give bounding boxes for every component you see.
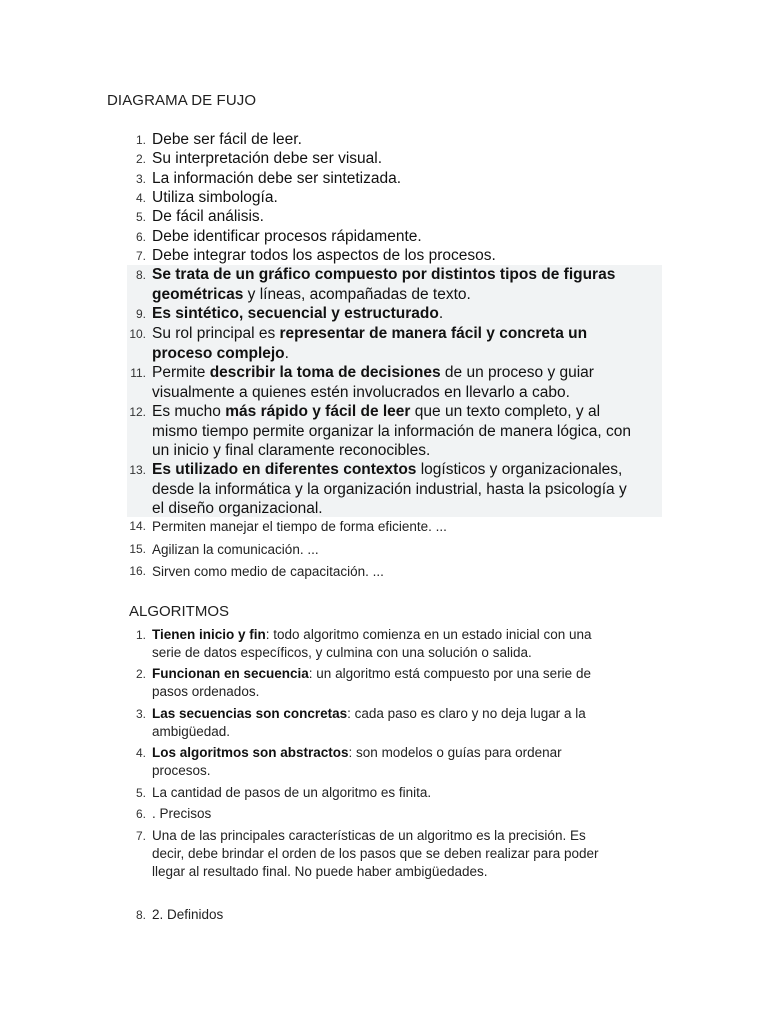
- list-item-text: [152, 130, 302, 150]
- list-item-number: 1.: [135, 628, 146, 642]
- text-line: [152, 324, 587, 344]
- list-item-number: 16.: [129, 564, 146, 578]
- text-line: [152, 480, 627, 500]
- text-line: [152, 265, 615, 285]
- text-run: procesos.: [152, 763, 211, 778]
- heading-algoritmos: ALGORITMOS: [129, 603, 230, 620]
- text-line: [152, 516, 447, 538]
- bold-text: Es utilizado en diferentes contextos: [152, 461, 417, 478]
- list-item-text: [152, 265, 615, 304]
- text-run: el diseño organizacional.: [152, 500, 323, 517]
- text-line: [152, 130, 302, 150]
- bold-text: Las secuencias son concretas: [152, 706, 348, 721]
- text-line: [152, 344, 587, 364]
- list-item-text: [152, 827, 599, 881]
- bold-text: proceso complejo: [152, 344, 285, 362]
- list-item-text: [152, 744, 562, 780]
- text-line: [152, 845, 599, 863]
- list-item-number: 2.: [135, 667, 146, 681]
- list-item-number: 7.: [135, 829, 146, 843]
- text-line: [152, 363, 594, 383]
- list-item-text: [152, 149, 382, 169]
- list-item-number: 6.: [135, 230, 146, 244]
- text-line: [152, 460, 627, 480]
- text-line: [152, 285, 615, 305]
- bold-text: Se trata de un gráfico compuesto por distintos tipos de figuras: [152, 266, 616, 283]
- text-line: [152, 827, 599, 845]
- bold-text: describir la toma de decisiones: [209, 364, 441, 381]
- bold-text: Los algoritmos son abstractos: [152, 745, 349, 760]
- list-item-number: 10.: [129, 327, 146, 341]
- text-run: : cada paso es claro y no deja lugar a la: [347, 706, 586, 721]
- text-line: [152, 422, 631, 442]
- list-item-number: 5.: [135, 786, 146, 800]
- list-item-text: [152, 207, 264, 227]
- text-run: .: [438, 305, 444, 322]
- list-item-number: 8.: [135, 908, 146, 922]
- text-run: 2. Definidos: [152, 907, 224, 922]
- list-item-number: 11.: [130, 366, 146, 380]
- text-line: [152, 207, 264, 227]
- list-item-text: [152, 626, 591, 662]
- list-item-number: 8.: [135, 268, 146, 282]
- text-line: [152, 683, 591, 701]
- text-run: Su interpretación debe ser visual.: [152, 150, 383, 167]
- text-run: desde la informática y la organización industrial, hasta la psicología y: [152, 480, 627, 498]
- text-run: Permiten manejar el tiempo de forma eficiente. ...: [152, 519, 447, 534]
- list-item-text: [152, 561, 384, 583]
- text-line: [152, 744, 562, 762]
- text-run: : todo algoritmo comienza en un estado inicial con una: [265, 627, 592, 642]
- text-line: [152, 784, 431, 802]
- text-run: Permite: [152, 364, 210, 381]
- text-run: visualmente a quienes estén involucrados en llevarlo a cabo.: [152, 383, 570, 401]
- list-item-number: 3.: [135, 707, 146, 721]
- text-line: [152, 383, 594, 403]
- list-item-text: [152, 539, 319, 561]
- text-line: [152, 169, 401, 189]
- text-run: Agilizan la comunicación. ...: [152, 542, 319, 557]
- text-line: [152, 906, 223, 924]
- text-run: serie de datos específicos, y culmina con una solución o salida.: [152, 645, 532, 660]
- text-line: [152, 539, 319, 561]
- list-item-number: 9.: [135, 307, 146, 321]
- heading-diagrama-de-flujo: DIAGRAMA DE FUJO: [107, 92, 257, 109]
- bold-text: representar de manera fácil y concreta un: [279, 325, 588, 342]
- text-run: . Precisos: [152, 806, 212, 821]
- list-item-number: 4.: [135, 746, 146, 760]
- text-run: y líneas, acompañadas de texto.: [243, 285, 471, 303]
- list-item-text: [152, 460, 627, 519]
- list-item-text: [152, 324, 587, 363]
- text-run: un inicio y final claramente reconocibles.: [152, 442, 431, 459]
- bold-text: Es sintético, secuencial y estructurado: [152, 305, 439, 322]
- list-item-number: 4.: [135, 191, 146, 205]
- bold-text: geométricas: [152, 285, 244, 303]
- bold-text: más rápido y fácil de leer: [225, 403, 411, 420]
- bold-text: Tienen inicio y fin: [152, 627, 266, 642]
- text-line: [152, 188, 278, 208]
- list-item-text: [152, 516, 447, 538]
- text-line: [152, 246, 496, 266]
- text-run: ambigüedad.: [152, 724, 231, 739]
- text-run: Es mucho: [152, 403, 226, 420]
- list-item-number: 13.: [129, 463, 146, 477]
- text-line: [152, 149, 382, 169]
- text-run: que un texto completo, y al: [410, 403, 601, 420]
- text-run: logísticos y organizacionales,: [416, 461, 623, 478]
- text-line: [152, 304, 443, 324]
- text-line: [152, 805, 211, 823]
- list-item-number: 1.: [135, 133, 146, 147]
- text-run: Una de las principales características de un algoritmo es la precisión. Es: [152, 828, 586, 843]
- text-run: Utiliza simbología.: [152, 189, 278, 206]
- text-line: [152, 227, 422, 247]
- text-run: mismo tiempo permite organizar la información de manera lógica, con: [152, 422, 631, 440]
- text-line: [152, 705, 586, 723]
- list-item-text: [152, 363, 594, 402]
- list-item-text: [152, 805, 211, 823]
- list-item-text: [152, 906, 223, 924]
- text-run: decir, debe brindar el orden de los pasos que se deben realizar para poder: [152, 846, 599, 861]
- text-line: [152, 644, 591, 662]
- text-line: [152, 441, 631, 461]
- list-item-text: [152, 246, 496, 266]
- list-item-number: 7.: [135, 249, 146, 263]
- text-run: Debe identificar procesos rápidamente.: [152, 228, 422, 245]
- text-run: De fácil análisis.: [152, 208, 264, 225]
- text-run: de un proceso y guiar: [440, 364, 594, 381]
- list-item-number: 15.: [129, 542, 146, 556]
- list-item-number: 2.: [135, 152, 146, 166]
- text-line: [152, 626, 591, 644]
- list-item-text: [152, 169, 401, 189]
- text-run: Debe ser fácil de leer.: [152, 131, 302, 148]
- text-line: [152, 665, 591, 683]
- text-line: [152, 863, 599, 881]
- text-run: : un algoritmo está compuesto por una serie de: [308, 666, 591, 681]
- list-item-text: [152, 402, 631, 461]
- text-run: La información debe ser sintetizada.: [152, 170, 402, 187]
- list-item-number: 5.: [135, 210, 146, 224]
- text-run: Debe integrar todos los aspectos de los procesos.: [152, 247, 496, 264]
- list-item-text: [152, 665, 591, 701]
- list-item-number: 12.: [129, 405, 146, 419]
- text-run: La cantidad de pasos de un algoritmo es finita.: [152, 785, 432, 800]
- text-line: [152, 402, 631, 422]
- text-line: [152, 723, 586, 741]
- text-run: .: [284, 344, 289, 362]
- text-run: : son modelos o guías para ordenar: [348, 745, 562, 760]
- text-line: [152, 762, 562, 780]
- list-item-number: 6.: [135, 807, 146, 821]
- text-run: llegar al resultado final. No puede haber ambigüedades.: [152, 864, 488, 879]
- list-item-text: [152, 188, 278, 208]
- list-item-text: [152, 784, 431, 802]
- list-item-text: [152, 705, 586, 741]
- text-line: [152, 561, 384, 583]
- text-run: Su rol principal es: [152, 325, 280, 342]
- list-item-text: [152, 304, 443, 324]
- list-item-number: 3.: [135, 172, 146, 186]
- text-run: pasos ordenados.: [152, 684, 260, 699]
- text-run: Sirven como medio de capacitación. ...: [152, 564, 384, 579]
- bold-text: Funcionan en secuencia: [152, 666, 309, 681]
- list-item-text: [152, 227, 422, 247]
- list-item-number: 14.: [129, 519, 146, 533]
